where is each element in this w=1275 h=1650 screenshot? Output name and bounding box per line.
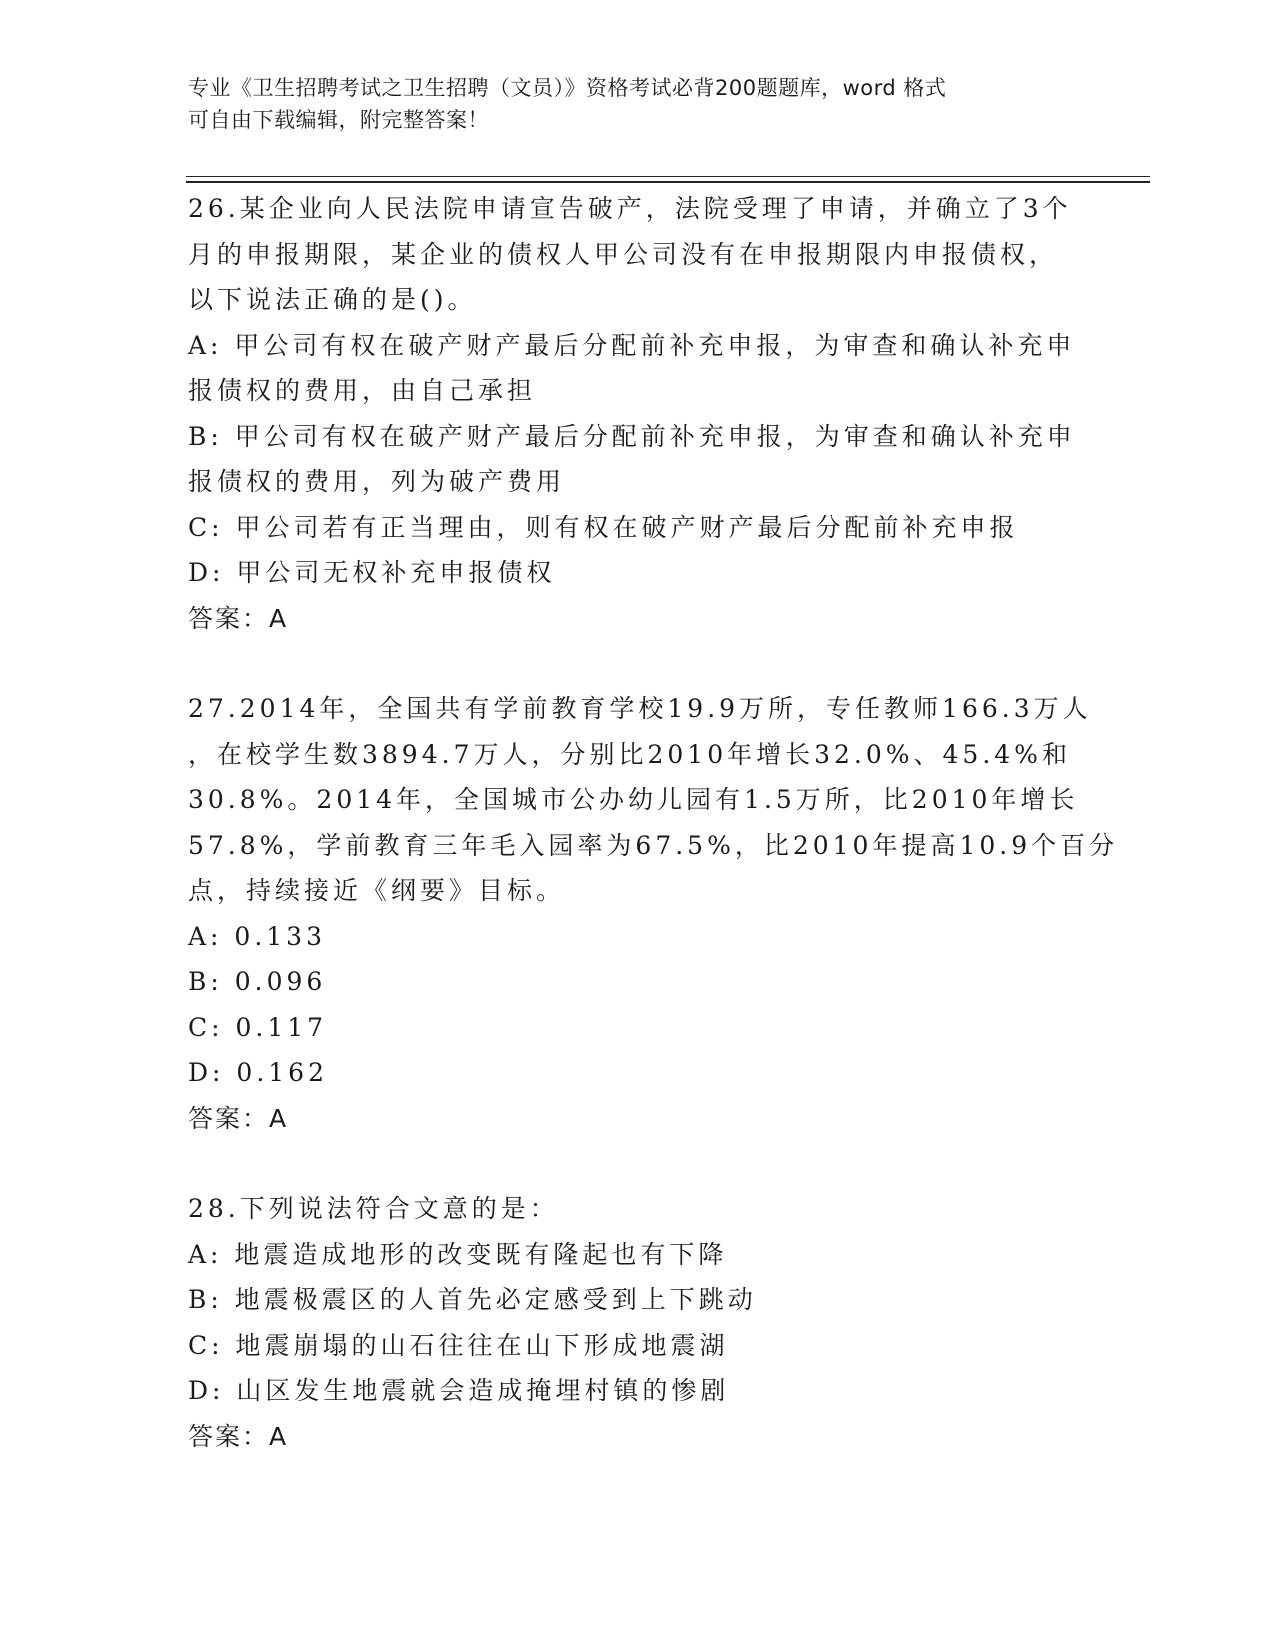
option-b-line: 报债权的费用，列为破产费用 xyxy=(188,467,566,496)
header-divider-thin xyxy=(186,176,1150,177)
option-b-line: B: 0.096 xyxy=(188,967,327,996)
option-d-line: D: 0.162 xyxy=(188,1058,328,1087)
question-stem-line: 月的申报期限，某企业的债权人甲公司没有在申报期限内申报债权， xyxy=(188,239,1059,269)
header-title-line-1: 专业《卫生招聘考试之卫生招聘（文员）》资格考试必背200题题库，word 格式 xyxy=(188,76,947,100)
header-title-line-2: 可自由下载编辑，附完整答案！ xyxy=(188,108,489,132)
question-stem-line: 26.某企业向人民法院申请宣告破产，法院受理了申请，并确立了3个 xyxy=(188,194,1072,223)
option-c-line: C: 0.117 xyxy=(188,1012,328,1042)
option-d-line: D: 山区发生地震就会造成掩埋村镇的惨剧 xyxy=(188,1376,730,1405)
question-stem-line: 点，持续接近《纲要》目标。 xyxy=(188,876,566,905)
question-3 xyxy=(188,1186,1088,1459)
question-list xyxy=(188,186,1119,1459)
option-a-line: A: 甲公司有权在破产财产最后分配前补充申报，为审查和确认补充申 xyxy=(188,330,1076,360)
question-stem-line: 28.下列说法符合文意的是： xyxy=(188,1194,559,1223)
document-header xyxy=(188,72,1088,136)
question-2 xyxy=(188,686,1119,1141)
answer-label: 答案：A xyxy=(188,1103,289,1133)
option-a-line: A: 地震造成地形的改变既有隆起也有下降 xyxy=(188,1239,728,1269)
option-b-line: B: 地震极震区的人首先必定感受到上下跳动 xyxy=(188,1285,757,1314)
option-a-line: A: 0.133 xyxy=(188,921,326,951)
option-d-line: D: 甲公司无权补充申报债权 xyxy=(188,558,556,587)
option-a-line: 报债权的费用，由自己承担 xyxy=(188,376,537,405)
question-stem-line: 30.8%。2014年，全国城市公办幼儿园有1.5万所，比2010年增长 xyxy=(188,785,1079,814)
answer-label: 答案：A xyxy=(188,603,289,633)
answer-label: 答案：A xyxy=(188,1421,289,1451)
option-c-line: C: 地震崩塌的山石往往在山下形成地震湖 xyxy=(188,1330,729,1360)
question-stem-line: ，在校学生数3894.7万人，分别比2010年增长32.0%、45.4%和 xyxy=(188,739,1071,769)
question-1 xyxy=(188,186,1088,641)
question-stem-line: 57.8%，学前教育三年毛入园率为67.5%，比2010年提高10.9个百分 xyxy=(188,830,1119,860)
header-divider-thick xyxy=(186,181,1150,183)
question-stem-line: 以下说法正确的是()。 xyxy=(188,285,477,314)
option-b-line: B: 甲公司有权在破产财产最后分配前补充申报，为审查和确认补充申 xyxy=(188,421,1076,451)
option-c-line: C: 甲公司若有正当理由，则有权在破产财产最后分配前补充申报 xyxy=(188,512,1019,542)
question-stem-line: 27.2014年，全国共有学前教育学校19.9万所，专任教师166.3万人 xyxy=(188,694,1092,723)
